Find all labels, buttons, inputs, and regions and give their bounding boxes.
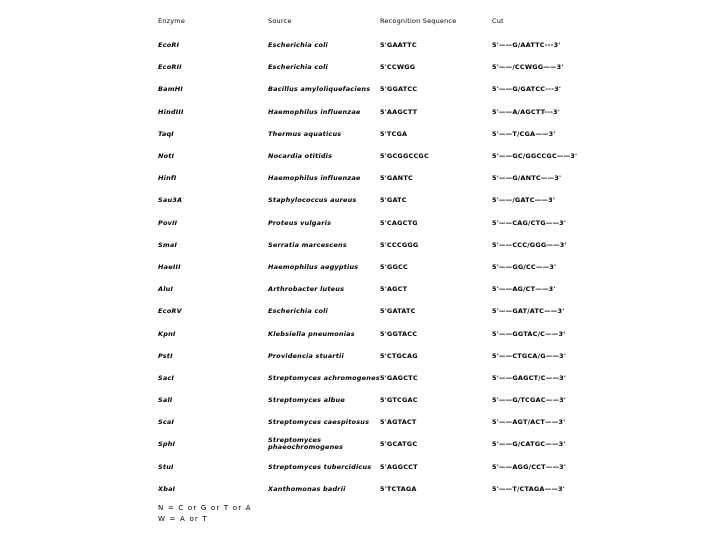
cut-cell: 5'——CCC/GGG——3': [492, 240, 567, 249]
recognition-sequence-cell: 5'CCCGGG: [380, 240, 419, 249]
source-cell: Haemophilus influenzae: [268, 107, 361, 116]
recognition-sequence-cell: 5'GATC: [380, 196, 407, 205]
legend: [158, 503, 252, 525]
source-cell: Xanthomonas badrii: [268, 484, 346, 493]
source-cell: Klebsiella pneumonias: [268, 329, 355, 338]
restriction-enzyme-table: [158, 8, 618, 500]
source-cell: Thermus aquaticus: [268, 129, 342, 138]
table-row: [158, 300, 618, 322]
table-row: [158, 56, 618, 78]
enzyme-cell: TaqI: [158, 129, 174, 138]
table-row: [158, 234, 618, 256]
table-row: [158, 145, 618, 167]
enzyme-cell: SalI: [158, 396, 173, 405]
table-row: [158, 278, 618, 300]
source-cell: Streptomyces albue: [268, 396, 345, 405]
source-cell: Streptomyces tubercidicus: [268, 462, 372, 471]
table-body: [158, 34, 618, 500]
enzyme-cell: EcoRV: [158, 307, 182, 316]
cut-cell: 5'——AGT/ACT——3': [492, 418, 566, 427]
table-row: [158, 389, 618, 411]
recognition-sequence-cell: 5'GANTC: [380, 174, 413, 183]
table-row: [158, 345, 618, 367]
table-row: [158, 367, 618, 389]
recognition-sequence-cell: 5'CTGCAG: [380, 351, 418, 360]
recognition-sequence-cell: 5'GTCGAC: [380, 396, 418, 405]
header-recognition-sequence: Recognition Sequence: [380, 17, 457, 25]
source-cell: Proteus vulgaris: [268, 218, 332, 227]
table-row: [158, 189, 618, 211]
enzyme-cell: HaeIII: [158, 262, 181, 271]
enzyme-cell: SphI: [158, 440, 176, 449]
source-cell: Bacillus amyloliquefaciens: [268, 85, 371, 94]
source-cell: Arthrobacter luteus: [268, 285, 345, 294]
source-cell: Escherichia coli: [268, 63, 328, 72]
source-cell: Haemophilus aegyptius: [268, 262, 359, 271]
enzyme-cell: KpnI: [158, 329, 176, 338]
cut-cell: 5'——AGG/CCT——3': [492, 462, 567, 471]
cut-cell: 5'——/CCWGG——3': [492, 63, 564, 72]
source-cell: Streptomyces phaeochromogenes: [268, 436, 344, 452]
source-cell: Escherichia coli: [268, 307, 328, 316]
enzyme-cell: SmaI: [158, 240, 178, 249]
recognition-sequence-cell: 5'AGGCCT: [380, 462, 418, 471]
recognition-sequence-cell: 5'AGCT: [380, 285, 408, 294]
cut-cell: 5'——AG/CT——3': [492, 285, 556, 294]
table-row: [158, 322, 618, 344]
recognition-sequence-cell: 5'GATATC: [380, 307, 416, 316]
enzyme-cell: BamHI: [158, 85, 183, 94]
enzyme-cell: XbaI: [158, 484, 176, 493]
cut-cell: 5'——G/AATTC---3': [492, 41, 561, 50]
cut-cell: 5'——T/CTAGA——3': [492, 484, 565, 493]
table-row: [158, 212, 618, 234]
recognition-sequence-cell: 5'CCWGG: [380, 63, 416, 72]
recognition-sequence-cell: 5'GAGCTC: [380, 373, 418, 382]
source-cell: Nocardia otitidis: [268, 152, 333, 161]
enzyme-cell: NotI: [158, 152, 175, 161]
source-cell: Staphylococcus aureus: [268, 196, 357, 205]
enzyme-cell: EcoRI: [158, 41, 180, 50]
enzyme-cell: EcoRII: [158, 63, 182, 72]
cut-cell: 5'——GAGCT/C——3': [492, 373, 567, 382]
cut-cell: 5'——A/AGCTT---3': [492, 107, 560, 116]
recognition-sequence-cell: 5'CAGCTG: [380, 218, 418, 227]
enzyme-cell: PovII: [158, 218, 178, 227]
legend-n: N = C or G or T or A: [158, 504, 252, 512]
cut-cell: 5'——G/CATGC——3': [492, 440, 566, 449]
recognition-sequence-cell: 5'GAATTC: [380, 41, 417, 50]
cut-cell: 5'——G/GATCC---3': [492, 85, 562, 94]
recognition-sequence-cell: 5'TCGA: [380, 129, 408, 138]
recognition-sequence-cell: 5'TCTAGA: [380, 484, 417, 493]
cut-cell: 5'——GGTAC/C——3': [492, 329, 566, 338]
table-row: [158, 456, 618, 478]
enzyme-cell: StuI: [158, 462, 174, 471]
source-cell: Streptomyces achromogenes: [268, 373, 380, 382]
cut-cell: 5'——CTGCA/G——3': [492, 351, 567, 360]
enzyme-cell: ScaI: [158, 418, 175, 427]
table-header-row: [158, 8, 618, 34]
cut-cell: 5'——G/TCGAC——3': [492, 396, 567, 405]
recognition-sequence-cell: 5'GCATGC: [380, 440, 418, 449]
table-row: [158, 167, 618, 189]
table-row: [158, 101, 618, 123]
table-row: [158, 34, 618, 56]
cut-cell: 5'——GAT/ATC——3': [492, 307, 565, 316]
cut-cell: 5'——T/CGA——3': [492, 129, 556, 138]
header-source: Source: [268, 17, 292, 25]
recognition-sequence-cell: 5'AAGCTT: [380, 107, 418, 116]
source-cell: Serratia marcescens: [268, 240, 347, 249]
enzyme-cell: HinfI: [158, 174, 177, 183]
source-cell: Streptomyces caespitosus: [268, 418, 370, 427]
cut-cell: 5'——CAG/CTG——3': [492, 218, 567, 227]
table-row: [158, 433, 618, 455]
recognition-sequence-cell: 5'GGATCC: [380, 85, 418, 94]
enzyme-cell: PstI: [158, 351, 173, 360]
table-row: [158, 78, 618, 100]
header-cut: Cut: [492, 17, 504, 25]
cut-cell: 5'——/GATC——3': [492, 196, 556, 205]
recognition-sequence-cell: 5'AGTACT: [380, 418, 417, 427]
header-enzyme: Enzyme: [158, 17, 186, 25]
recognition-sequence-cell: 5'GCGGCCGC: [380, 152, 429, 161]
cut-cell: 5'——GC/GGCCGC——3': [492, 152, 578, 161]
source-cell: Haemophilus influenzae: [268, 174, 361, 183]
cut-cell: 5'——G/ANTC——3': [492, 174, 562, 183]
cut-cell: 5'——GG/CC——3': [492, 262, 557, 271]
table-row: [158, 123, 618, 145]
table-row: [158, 478, 618, 500]
enzyme-cell: SacI: [158, 373, 175, 382]
enzyme-cell: AluI: [158, 285, 174, 294]
legend-w: W = A or T: [158, 515, 208, 523]
source-cell: Providencia stuartii: [268, 351, 344, 360]
table-row: [158, 256, 618, 278]
enzyme-cell: Sau3A: [158, 196, 183, 205]
enzyme-cell: HindIII: [158, 107, 184, 116]
recognition-sequence-cell: 5'GGTACC: [380, 329, 418, 338]
table-row: [158, 411, 618, 433]
source-cell: Escherichia coli: [268, 41, 328, 50]
recognition-sequence-cell: 5'GGCC: [380, 262, 408, 271]
